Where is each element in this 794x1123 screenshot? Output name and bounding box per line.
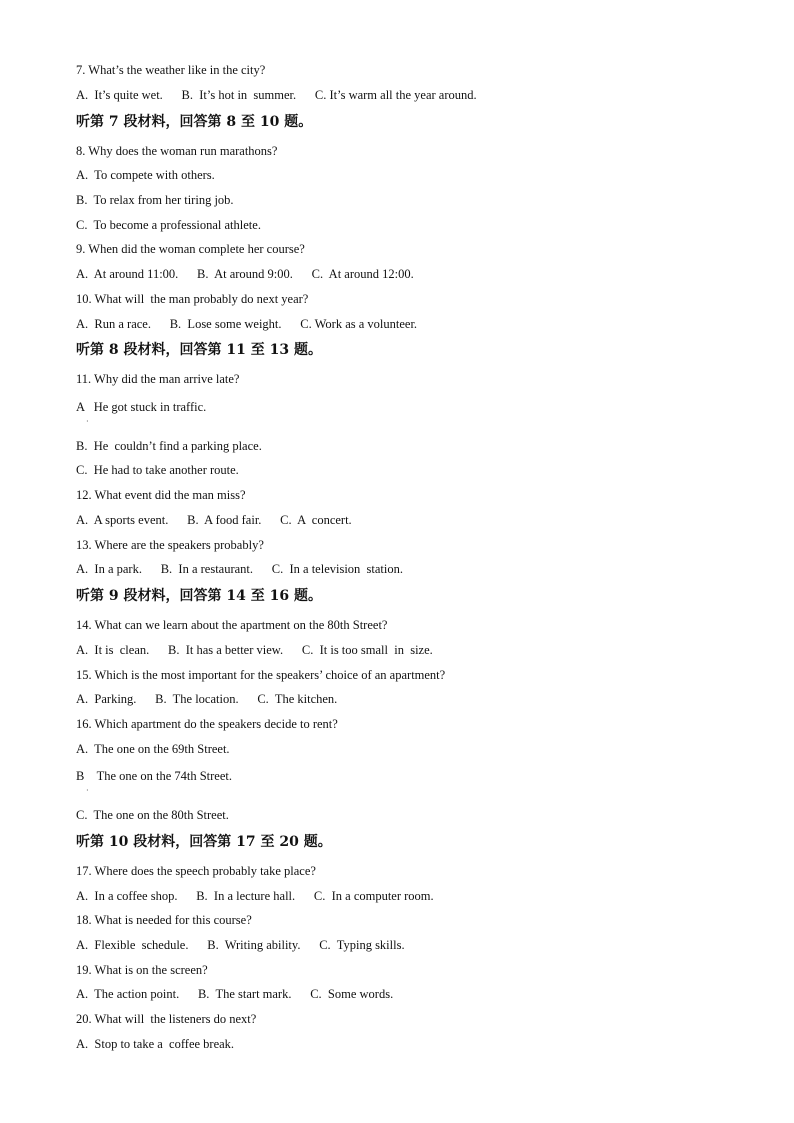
question-16-option-a: A. The one on the 69th Street.	[76, 742, 230, 756]
question-10: 10. What will the man probably do next year?	[76, 292, 309, 306]
question-8-option-c: C. To become a professional athlete.	[76, 218, 261, 232]
stray-dot: ·	[86, 786, 89, 795]
question-10-options: A. Run a race. B. Lose some weight. C. Work as a volunteer.	[76, 317, 418, 331]
question-20-option-a: A. Stop to take a coffee break.	[76, 1037, 235, 1051]
question-18-options: A. Flexible schedule. B. Writing ability. C. Typing skills.	[76, 938, 405, 952]
question-16-option-c: C. The one on the 80th Street.	[76, 808, 229, 822]
question-13: 13. Where are the speakers probably?	[76, 538, 264, 552]
question-11: 11. Why did the man arrive late?	[76, 372, 240, 386]
question-11-option-c: C. He had to take another route.	[76, 463, 239, 477]
question-9: 9. When did the woman complete her course?	[76, 242, 305, 256]
question-11-option-b: B. He couldn’t find a parking place.	[76, 439, 262, 453]
question-19: 19. What is on the screen?	[76, 963, 208, 977]
question-20: 20. What will the listeners do next?	[76, 1012, 257, 1026]
question-14-options: A. It is clean. B. It has a better view. C. It is too small in size.	[76, 643, 433, 657]
question-14: 14. What can we learn about the apartment on the 80th Street?	[76, 618, 388, 632]
question-13-options: A. In a park. B. In a restaurant. C. In a television station.	[76, 562, 404, 576]
question-17: 17. Where does the speech probably take place?	[76, 864, 316, 878]
question-16: 16. Which apartment do the speakers decide to rent?	[76, 717, 338, 731]
question-7: 7. What’s the weather like in the city?	[76, 63, 266, 77]
section-header-10: 听第 10 段材料，回答第 17 至 20 题。	[76, 834, 332, 850]
section-header-8: 听第 8 段材料，回答第 11 至 13 题。	[76, 342, 322, 358]
question-7-options: A. It’s quite wet. B. It’s hot in summer. C. It’s warm all the year around.	[76, 88, 477, 102]
question-17-options: A. In a coffee shop. B. In a lecture hall. C. In a computer room.	[76, 889, 434, 903]
question-8: 8. Why does the woman run marathons?	[76, 144, 278, 158]
question-15-options: A. Parking. B. The location. C. The kitchen.	[76, 692, 338, 706]
section-header-9: 听第 9 段材料，回答第 14 至 16 题。	[76, 588, 322, 604]
stray-dot: ·	[86, 417, 89, 426]
question-18: 18. What is needed for this course?	[76, 913, 252, 927]
question-12: 12. What event did the man miss?	[76, 488, 246, 502]
question-8-option-b: B. To relax from her tiring job.	[76, 193, 234, 207]
question-19-options: A. The action point. B. The start mark. C. Some words.	[76, 987, 394, 1001]
question-11-option-a: A He got stuck in traffic.	[76, 400, 207, 414]
question-15: 15. Which is the most important for the speakers’ choice of an apartment?	[76, 668, 446, 682]
question-8-option-a: A. To compete with others.	[76, 168, 215, 182]
question-16-option-b: B The one on the 74th Street.	[76, 769, 232, 783]
question-12-options: A. A sports event. B. A food fair. C. A concert.	[76, 513, 352, 527]
question-9-options: A. At around 11:00. B. At around 9:00. C. At around 12:00.	[76, 267, 414, 281]
section-header-7: 听第 7 段材料，回答第 8 至 10 题。	[76, 114, 313, 130]
